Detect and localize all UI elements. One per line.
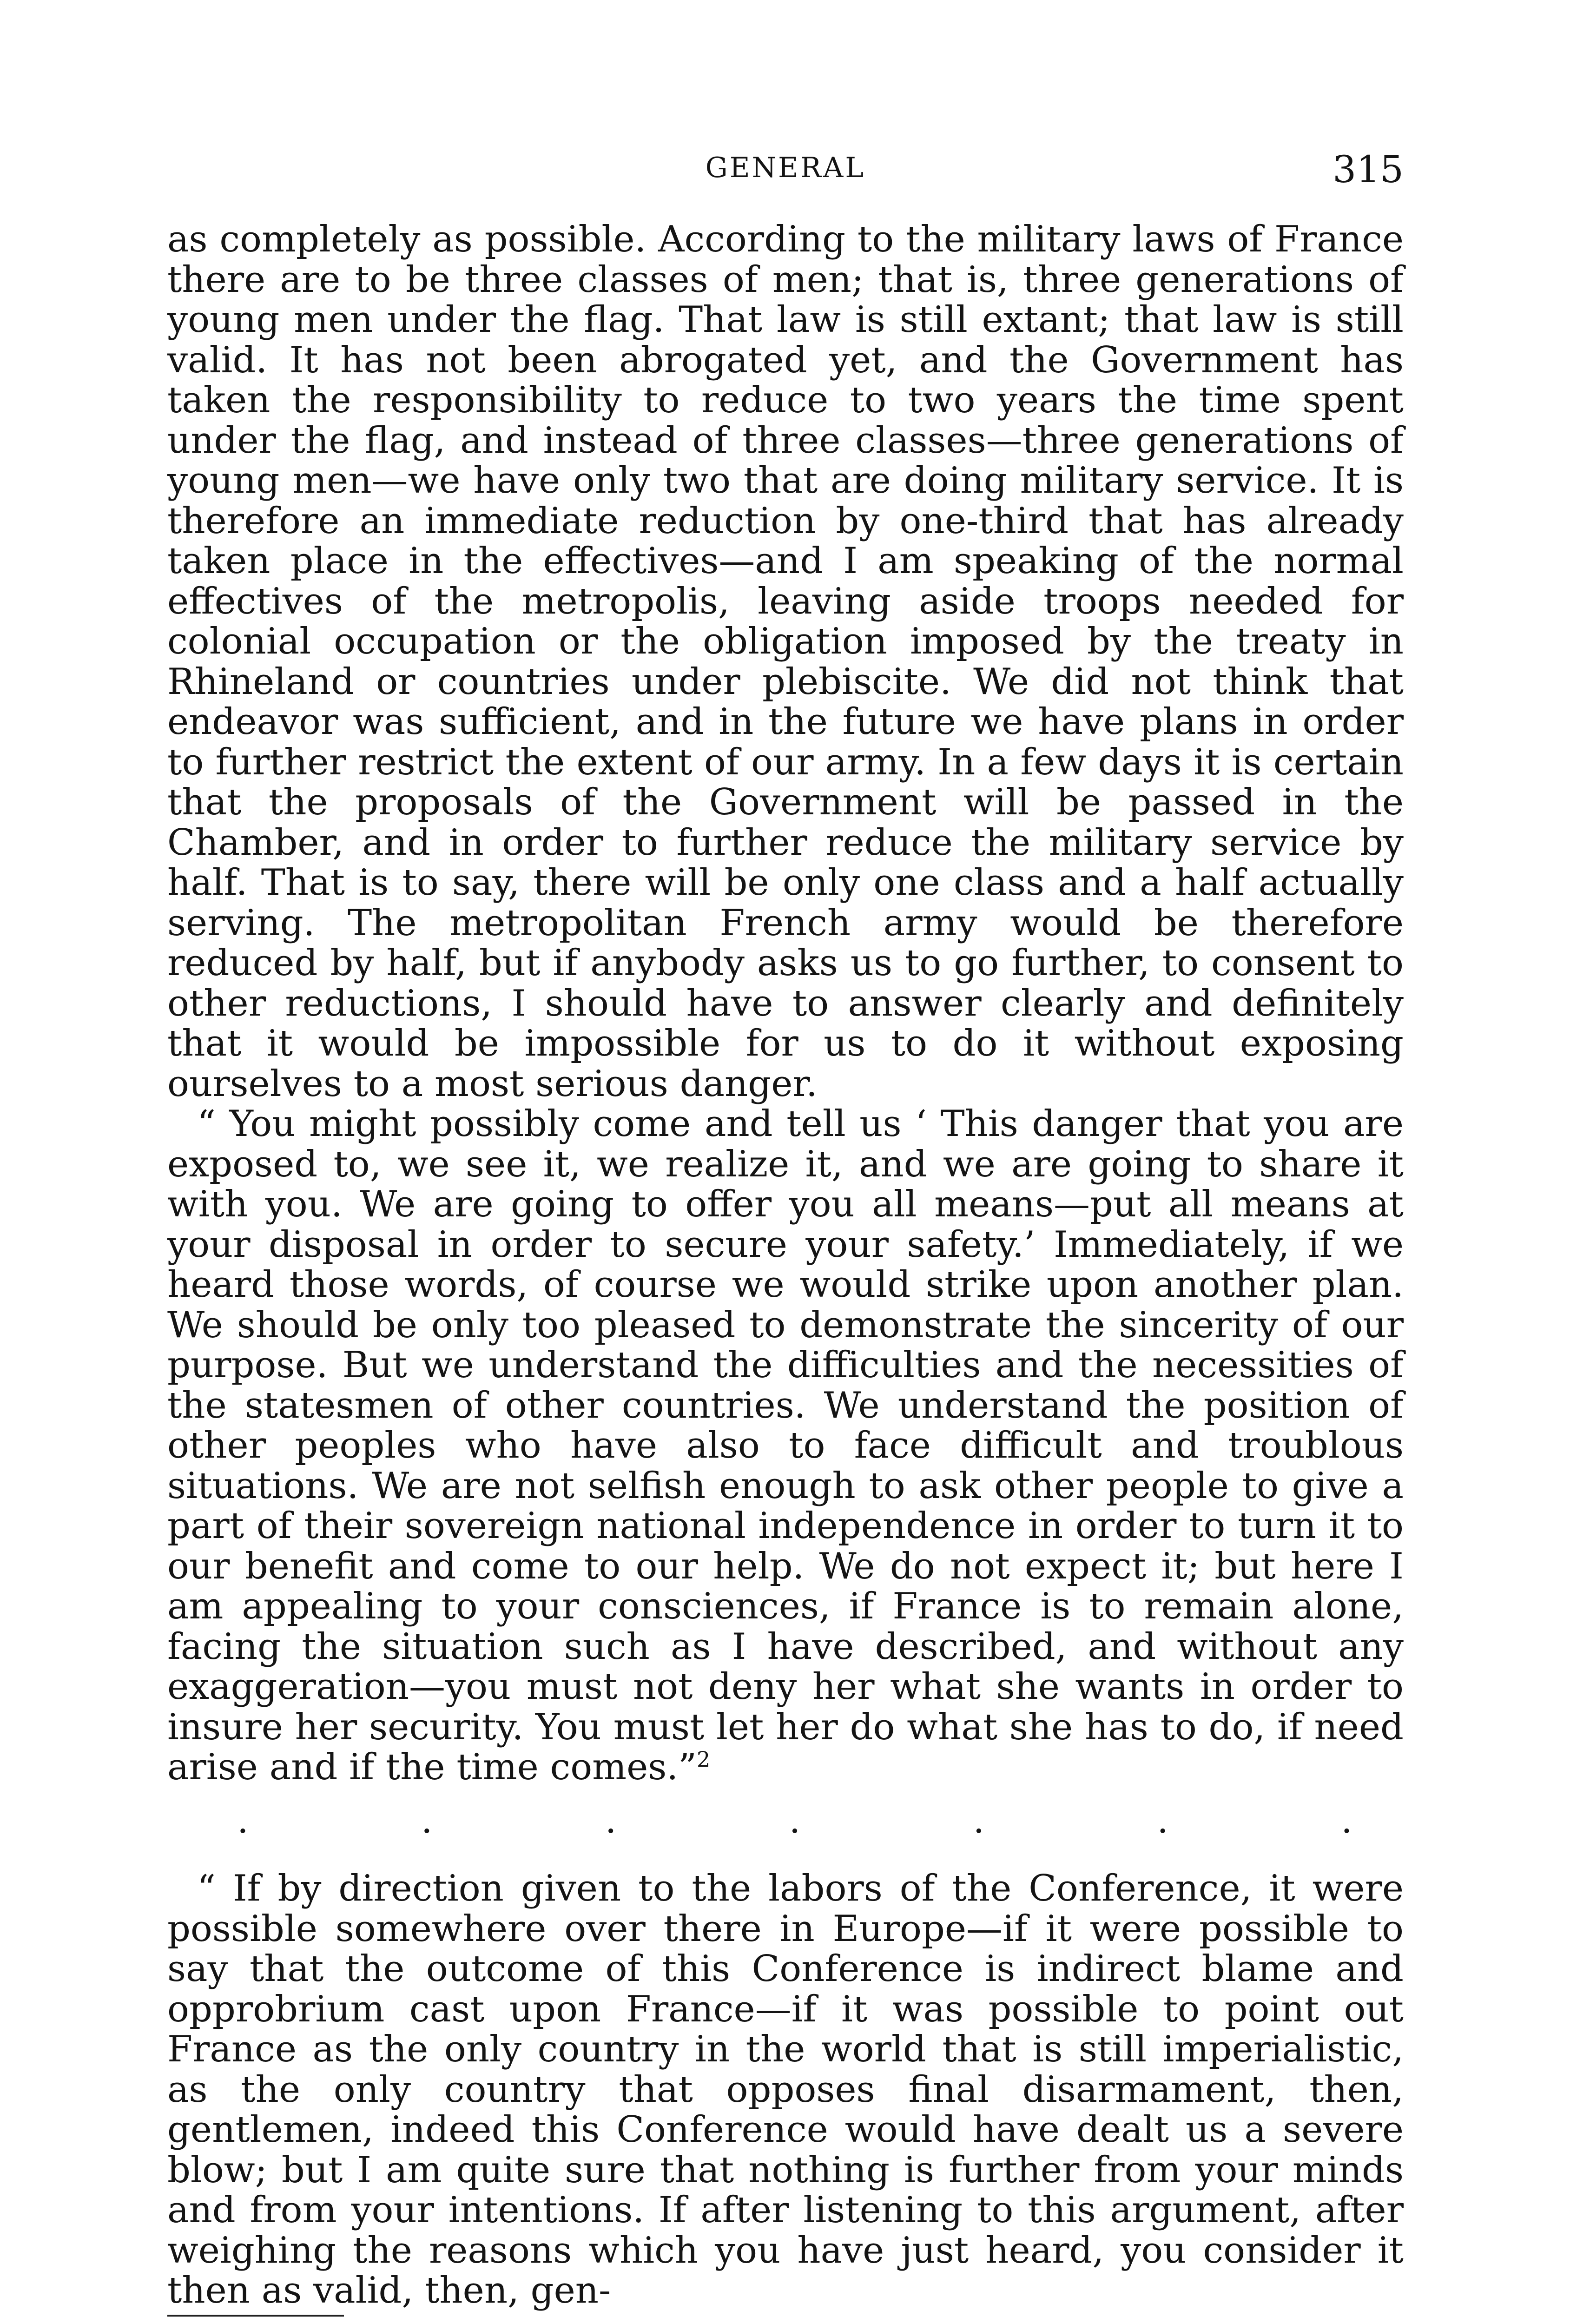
footnote-divider xyxy=(167,2315,344,2317)
paragraph-3: “ If by direction given to the labors of the Conference, it were possible somewhere over there in Europe—if it were possible to say that the outcome of this Conference is indirect blame and opprobrium cast upon France—if it was possible to point out France as the only country in the world that is still imperialistic, as the only country that opposes final disarmament, then, gentlemen, indeed this Conference would have dealt us a severe blow; but I am quite sure that nothing is further from your minds and from your intentions. If after listening to this argument, after weighing the reasons which you have just heard, you consider it then as valid, then, gen- xyxy=(167,1868,1404,2311)
paragraph-2 xyxy=(167,1104,1404,1788)
ellipsis-dot: . xyxy=(789,1800,801,1842)
running-head xyxy=(167,148,1404,194)
footnote-reference: 2 xyxy=(697,1747,711,1772)
body-text-continued xyxy=(167,1868,1404,2311)
paragraph-2-text: “ You might possibly come and tell us ‘ This danger that you are exposed to, we see it, we realize it, and we are going to share it with you. We are going to offer you all means—put all means at your disposal in order to secure your safety.’ Immediately, if we heard those words, of course we would strike upon another plan. We should be only too pleased to demonstrate the sincerity of our purpose. But we understand the difficulties and the necessities of the statesmen of other countries. We understand the position of other peoples who have also to face difficult and troublous situations. We are not selfish enough to ask other people to give a part of their sovereign national independence in order to turn it to our benefit and come to our help. We do not expect it; but here I am appealing to your consciences, if France is to remain alone, facing the situation such as I have described, and without any exaggeration—you must not deny her what she wants in order to insure her security. You must let her do what she has to do, if need arise and if the time comes.” xyxy=(167,1103,1404,1788)
omission-ellipsis xyxy=(237,1800,1352,1842)
running-title: GENERAL xyxy=(705,152,866,184)
page-number: 315 xyxy=(1333,148,1404,191)
ellipsis-dot: . xyxy=(605,1800,617,1842)
ellipsis-dot: . xyxy=(1157,1800,1169,1842)
ellipsis-dot: . xyxy=(237,1800,249,1842)
ellipsis-dot: . xyxy=(421,1800,433,1842)
ellipsis-dot: . xyxy=(1341,1800,1352,1842)
body-text xyxy=(167,219,1404,1788)
paragraph-1: as completely as possible. According to the military laws of France there are to be three classes of men; that is, three generations of young men under the flag. That law is still extant; that law is still valid. It has not been abrogated yet, and the Government has taken the responsibility to reduce to two years the time spent under the flag, and instead of three classes—three generations of young men—we have only two that are doing military service. It is therefore an immediate reduction by one-third that has already taken place in the effectives—and I am speaking of the normal effectives of the metropolis, leaving aside troops needed for colonial occupation or the obligation imposed by the treaty in Rhineland or countries under plebiscite. We did not think that endeavor was sufficient, and in the future we have plans in order to further restrict the extent of our army. In a few days it is certain that the proposals of the Government will be passed in the Chamber, and in order to further reduce the military service by half. That is to say, there will be only one class and a half actually serving. The metropolitan French army would be therefore reduced by half, but if anybody asks us to go further, to consent to other reductions, I should have to answer clearly and definitely that it would be impossible for us to do it without exposing ourselves to a most serious danger. xyxy=(167,218,1404,1105)
ellipsis-dot: . xyxy=(973,1800,985,1842)
